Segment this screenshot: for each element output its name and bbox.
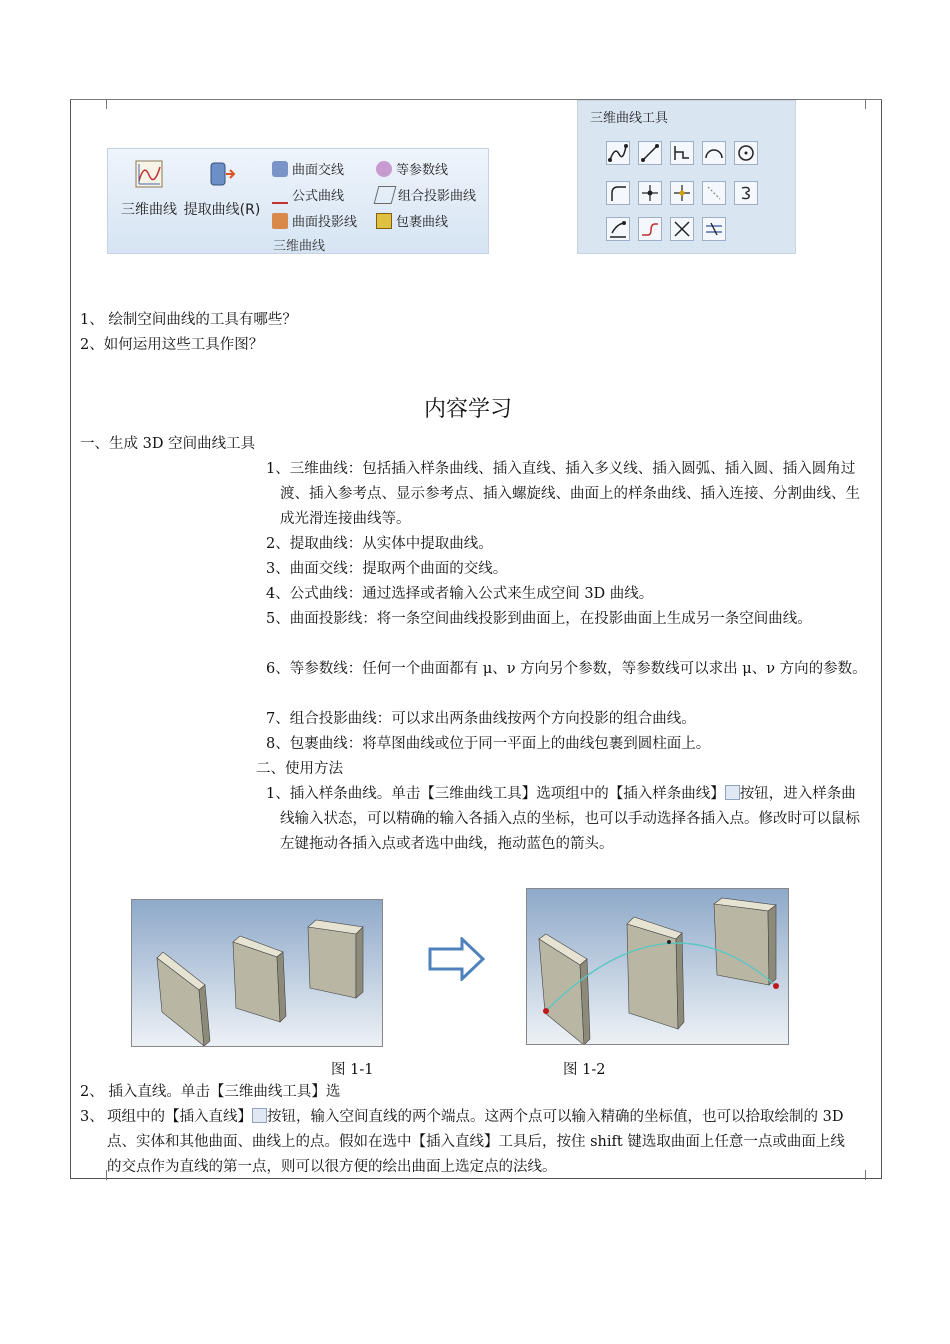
spline-icon	[607, 142, 629, 164]
section-1-title: 一、生成 3D 空间曲线工具	[80, 436, 256, 452]
isoparametric-button[interactable]	[376, 159, 448, 178]
arc-tool-button[interactable]	[702, 141, 726, 165]
surface-spline-tool-button[interactable]	[606, 217, 630, 241]
list-item: 4、公式曲线：通过选择或者输入公式来生成空间 3D 曲线。	[266, 586, 654, 602]
3d-curve-label: 三维曲线	[121, 202, 177, 218]
isoparametric-icon	[376, 161, 392, 177]
section-2-title: 二、使用方法	[256, 761, 343, 777]
right-arrow-icon	[428, 937, 486, 981]
fillet-tool-button[interactable]	[606, 181, 630, 205]
spline-start-point	[543, 1008, 549, 1014]
step-3-text	[107, 1105, 849, 1180]
figure-1-2-render	[527, 889, 789, 1045]
surface-intersection-label: 曲面交线	[292, 163, 345, 178]
list-item	[266, 782, 868, 857]
combined-projection-label: 组合投影曲线	[398, 189, 477, 204]
list-item: 6、等参数线：任何一个曲面都有 μ、ν 方向另个参数，等参数线可以求出 μ、ν 方向的参数。	[266, 661, 867, 677]
list-item: 2、提取曲线：从实体中提取曲线。	[266, 536, 493, 552]
wrap-curve-icon	[376, 213, 392, 229]
formula-curve-icon	[272, 186, 288, 204]
list-item: 5、曲面投影线：将一条空间曲线投影到曲面上，在投影曲面上生成另一条空间曲线。	[266, 611, 812, 627]
show-reference-point-tool-button[interactable]	[670, 181, 694, 205]
split-curve-icon	[671, 218, 693, 240]
plate	[714, 898, 776, 985]
table-divider	[865, 99, 866, 109]
circle-tool-button[interactable]	[734, 141, 758, 165]
spiral-tool-button[interactable]	[734, 181, 758, 205]
figure-1-2-image	[526, 888, 789, 1045]
extract-curve-button[interactable]	[180, 159, 264, 219]
surface-projection-label: 曲面投影线	[292, 215, 358, 230]
table-divider	[106, 99, 107, 109]
smooth-connect-icon	[703, 218, 725, 240]
figure-1-1-render	[132, 900, 383, 1047]
smooth-connect-tool-button[interactable]	[702, 217, 726, 241]
3d-curve-icon	[134, 159, 164, 189]
polyline-icon	[671, 142, 693, 164]
extract-curve-label: 提取曲线(R)	[183, 202, 261, 218]
spline-step-text-cont: 按钮，进入样条曲线输入状态，可以精确的输入各插入点的坐标，也可以手动选择各插入点。修改时可以鼠标左键拖动各插入点或者选中曲线，拖动蓝色的箭头。	[280, 786, 860, 852]
question-2: 2、如何运用这些工具作图？	[80, 337, 264, 353]
step-3-text-part: 项组中的【插入直线】	[107, 1109, 252, 1125]
plate	[308, 920, 363, 998]
helix-tool-button[interactable]	[702, 181, 726, 205]
surface-projection-button[interactable]	[272, 211, 357, 230]
surface-intersection-button[interactable]	[272, 159, 344, 178]
fillet-icon	[607, 182, 629, 204]
split-curve-tool-button[interactable]	[670, 217, 694, 241]
arc-icon	[703, 142, 725, 164]
combined-projection-button[interactable]	[376, 185, 476, 204]
line-icon	[639, 142, 661, 164]
surface-intersection-icon	[272, 161, 288, 177]
wrap-curve-label: 包裹曲线	[396, 215, 449, 230]
show-reference-point-icon	[671, 182, 693, 204]
spline-icon	[725, 785, 740, 800]
wrap-curve-button[interactable]	[376, 211, 448, 230]
reference-point-icon	[639, 182, 661, 204]
spiral-icon	[735, 182, 757, 204]
reference-point-tool-button[interactable]	[638, 181, 662, 205]
surface-spline-icon	[607, 218, 629, 240]
step-3-text-cont: 按钮，输入空间直线的两个端点。这两个点可以输入精确的坐标值，也可以拾取绘制的 3D 点、实体和其他曲面、曲线上的点。假如在选中【插入直线】工具后，按住 shift 键选取曲面上任意一点或曲面上线的交点作为直线的第一点，则可以很方便的绘出曲面上选定点的法线。	[107, 1109, 845, 1175]
line-tool-button[interactable]	[638, 141, 662, 165]
spline-tool-button[interactable]	[606, 141, 630, 165]
circle-icon	[735, 142, 757, 164]
ribbon-group-label: 三维曲线	[273, 239, 326, 254]
formula-curve-label: 公式曲线	[292, 189, 345, 204]
question-1: 1、 绘制空间曲线的工具有哪些？	[80, 312, 297, 328]
3d-curve-button[interactable]	[114, 159, 184, 219]
connect-tool-button[interactable]	[638, 217, 662, 241]
helix-icon	[703, 182, 725, 204]
spline-step-text: 1、插入样条曲线。单击【三维曲线工具】选项组中的【插入样条曲线】	[266, 786, 725, 802]
table-divider	[865, 1170, 866, 1180]
line-icon	[252, 1108, 267, 1123]
figure-1-1-caption: 图 1-1	[331, 1062, 374, 1078]
step-3-number: 3、	[80, 1109, 104, 1125]
figure-1-1-image	[131, 899, 383, 1047]
list-item: 3、曲面交线：提取两个曲面的交线。	[266, 561, 508, 577]
toolbar-title: 三维曲线工具	[590, 111, 669, 126]
figure-1-2-caption: 图 1-2	[563, 1062, 606, 1078]
formula-curve-button[interactable]	[272, 185, 344, 204]
list-item: 8、包裹曲线：将草图曲线或位于同一平面上的曲线包裹到圆柱面上。	[266, 736, 711, 752]
extract-curve-icon	[207, 159, 237, 189]
plate	[627, 917, 684, 1029]
surface-projection-icon	[272, 213, 288, 229]
spline-mid-point	[667, 940, 671, 944]
connect-icon	[639, 218, 661, 240]
list-item: 1、三维曲线：包括插入样条曲线、插入直线、插入多义线、插入圆弧、插入圆、插入圆角过渡、插入参考点、显示参考点、插入螺旋线、曲面上的样条曲线、插入连接、分割曲线、生成光滑连接曲线等。	[266, 461, 860, 527]
combined-projection-icon	[374, 186, 397, 204]
list-item: 7、组合投影曲线：可以求出两条曲线按两个方向投影的组合曲线。	[266, 711, 696, 727]
spline-end-point	[773, 983, 779, 989]
step-2-text: 2、 插入直线。单击【三维曲线工具】选	[80, 1084, 341, 1100]
3d-curve-toolbar	[577, 100, 796, 254]
ribbon-panel	[107, 148, 489, 254]
page-title: 内容学习	[423, 397, 512, 422]
isoparametric-label: 等参数线	[396, 163, 449, 178]
polyline-tool-button[interactable]	[670, 141, 694, 165]
